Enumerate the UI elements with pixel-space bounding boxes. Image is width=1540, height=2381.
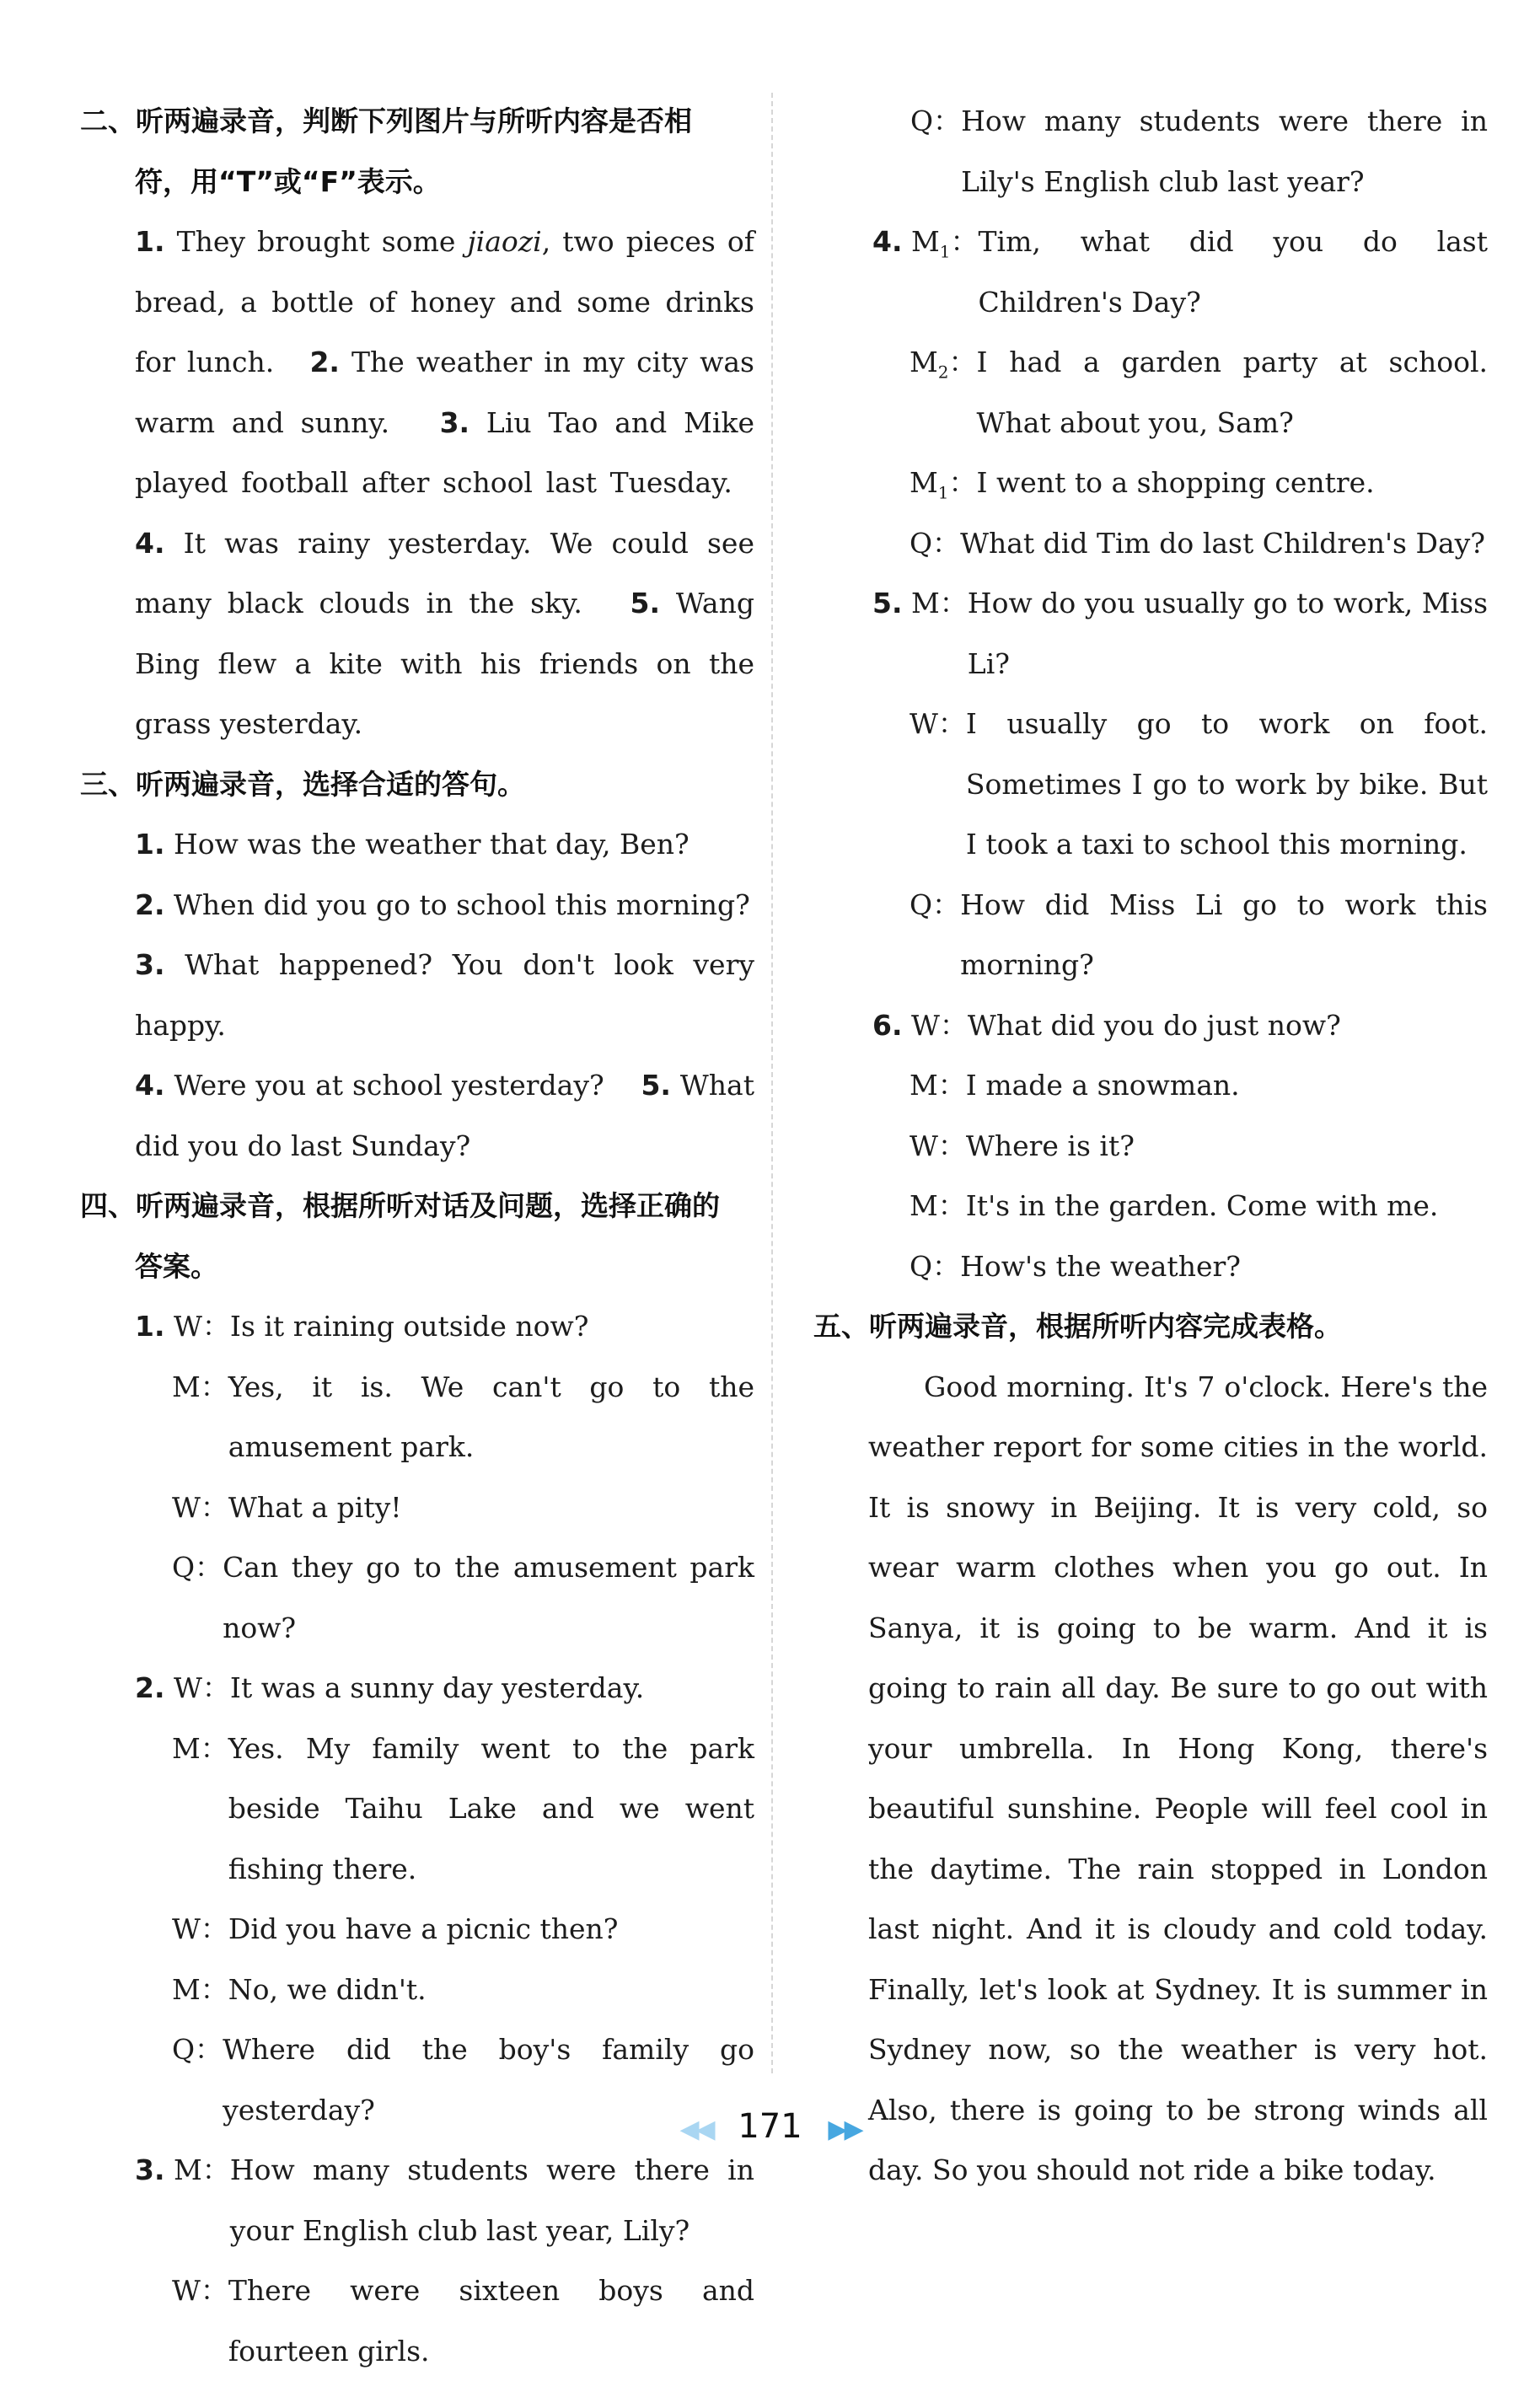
dialogue-2: 2. W： It was a sunny day yesterday. M： Yes. My family went to the park beside Taihu Lake and we went fishing there. W： Did you have a picnic then? M： No, we didn't. Q： Where did the boy's family go yesterday? <box>135 1671 754 2126</box>
dialogue-1: 1. W： Is it raining outside now? M： Yes, it is. We can't go to the amusement park. W： What a pity! Q： Can they go to the amusement park now? <box>135 1310 754 1644</box>
list-item: 3. What happened? You don't look very happy. <box>135 948 754 1042</box>
section-4-dialogues-right <box>813 212 1488 1296</box>
next-arrows-icon: ▶▶ <box>828 2115 861 2144</box>
section-2-items: 1. They brought some jiaozi, two pieces of bread, a bottle of honey and some drinks for lunch. 2. The weather in my city was warm and sunny. 3. Liu Tao and Mike played football after school last Tuesday. 4. It was rainy yesterday. We could see many black clouds in the sky. 5. Wang Bing flew a kite with his friends on the grass yesterday. <box>135 225 754 740</box>
section-3 <box>80 754 754 1177</box>
section-4-title: 四、听两遍录音，根据所听对话及问题，选择正确的 答案。 <box>80 1189 720 1283</box>
list-item: 2. When did you go to school this morning? <box>135 888 750 921</box>
prev-arrows-icon: ◀◀ <box>679 2115 712 2144</box>
section-2 <box>80 91 754 754</box>
column-divider <box>771 93 773 2073</box>
page-footer <box>0 2107 1540 2146</box>
right-column <box>813 91 1488 2201</box>
section-3-items <box>80 814 754 1176</box>
left-column <box>80 91 754 2381</box>
weather-report-paragraph: Good morning. It's 7 o'clock. Here's the weather report for some cities in the world. It is snowy in Beijing. It is very cold, so wear warm clothes when you go out. In Sanya, it is going to be warm. And it is going to rain all day. Be sure to go out with your umbrella. In Hong Kong, there's beautiful sunshine. People will feel cool in the daytime. The rain stopped in London last night. And it is cloudy and cold today. Finally, let's look at Sydney. It is summer in Sydney now, so the weather is very hot. Also, there is going to be strong winds all day. So you should not ride a bike today. <box>868 1370 1488 2186</box>
section-4-dialogues-left <box>80 1296 754 2381</box>
section-3-title: 三、听两遍录音，选择合适的答句。 <box>80 767 525 801</box>
section-2-title: 二、听两遍录音，判断下列图片与所听内容是否相 符，用“T”或“F”表示。 <box>80 105 692 198</box>
dialogue-3-question: Q： How many students were there in Lily's English club last year? <box>910 105 1488 198</box>
page-number: 171 <box>738 2107 802 2146</box>
section-5-title: 五、听两遍录音，根据所听内容完成表格。 <box>813 1310 1342 1343</box>
list-item: 4. Were you at school yesterday? 5. What did you do last Sunday? <box>135 1069 754 1162</box>
list-item: 1. How was the weather that day, Ben? <box>135 828 690 861</box>
dialogue-4: 4. $M_1$： Tim, what did you do last Children's Day? $M_2$： I had a garden party at school. What about you, Sam? $M_1$： I went to a shopping centre. Q： What did Tim do last Children's Day? <box>872 225 1488 560</box>
dialogue-3: 3. M： How many students were there in your English club last year, Lily? W： There were sixteen boys and fourteen girls. <box>135 2153 754 2368</box>
section-5 <box>813 1296 1488 2201</box>
dialogue-6: 6. W： What did you do just now? M： I made a snowman. W： Where is it? M： It's in the garden. Come with me. Q： How's the weather? <box>872 1008 1439 1283</box>
section-4 <box>80 1176 754 2381</box>
dialogue-5: 5. M： How do you usually go to work, Miss Li? W： I usually go to work on foot. Sometimes I go to work by bike. But I took a taxi to school this morning. Q： How did Miss Li go to work this morning? <box>872 587 1488 981</box>
